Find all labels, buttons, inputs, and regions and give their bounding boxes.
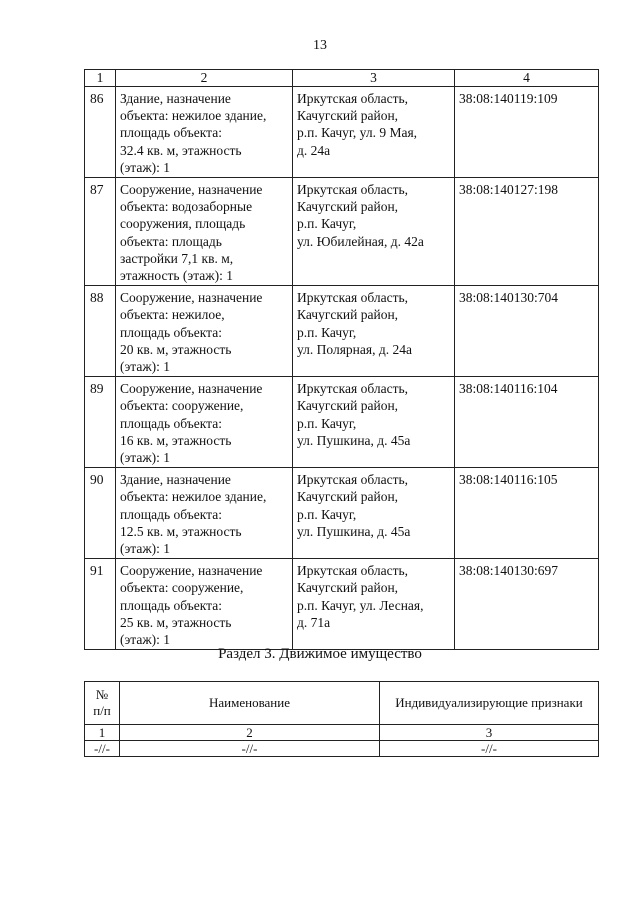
page-number: 13 <box>313 38 327 53</box>
column-number-1: 1 <box>85 70 116 87</box>
cadastral-number: 38:08:140119:109 <box>455 87 599 178</box>
movable-property-table <box>84 681 599 757</box>
cadastral-number: 38:08:140130:697 <box>455 559 599 650</box>
row-number: 86 <box>85 87 116 178</box>
column-number-row <box>85 725 599 741</box>
table-row <box>85 87 599 178</box>
object-description: Здание, назначение объекта: нежилое здание, площадь объекта: 12.5 кв. м, этажность (этаж): 1 <box>116 468 293 559</box>
row-number: 90 <box>85 468 116 559</box>
column-number-row <box>85 70 599 87</box>
object-description: Здание, назначение объекта: нежилое здание, площадь объекта: 32.4 кв. м, этажность (этаж): 1 <box>116 87 293 178</box>
column-number-1: 1 <box>85 725 120 741</box>
column-number-3: 3 <box>293 70 455 87</box>
table-row <box>85 468 599 559</box>
table-row <box>85 741 599 757</box>
header-features: Индивидуализирующие признаки <box>380 682 599 725</box>
header-number: № п/п <box>85 682 120 725</box>
column-number-4: 4 <box>455 70 599 87</box>
object-address: Иркутская область, Качугский район, р.п. Качуг, ул. 9 Мая, д. 24а <box>293 87 455 178</box>
object-address: Иркутская область, Качугский район, р.п. Качуг, ул. Пушкина, д. 45а <box>293 377 455 468</box>
object-description: Сооружение, назначение объекта: сооружение, площадь объекта: 16 кв. м, этажность (этаж): 1 <box>116 377 293 468</box>
column-number-3: 3 <box>380 725 599 741</box>
object-description: Сооружение, назначение объекта: нежилое, площадь объекта: 20 кв. м, этажность (этаж): 1 <box>116 286 293 377</box>
empty-marker: -//- <box>85 741 120 757</box>
empty-marker: -//- <box>120 741 380 757</box>
section-title: Раздел 3. Движимое имущество <box>218 646 422 662</box>
cadastral-number: 38:08:140127:198 <box>455 178 599 286</box>
property-table <box>84 69 599 650</box>
object-address: Иркутская область, Качугский район, р.п. Качуг, ул. Юбилейная, д. 42а <box>293 178 455 286</box>
column-number-2: 2 <box>116 70 293 87</box>
object-address: Иркутская область, Качугский район, р.п. Качуг, ул. Полярная, д. 24а <box>293 286 455 377</box>
object-address: Иркутская область, Качугский район, р.п. Качуг, ул. Лесная, д. 71а <box>293 559 455 650</box>
row-number: 91 <box>85 559 116 650</box>
object-description: Сооружение, назначение объекта: водозаборные сооружения, площадь объекта: площадь застройки 7,1 кв. м, этажность (этаж): 1 <box>116 178 293 286</box>
row-number: 88 <box>85 286 116 377</box>
object-description: Сооружение, назначение объекта: сооружение, площадь объекта: 25 кв. м, этажность (этаж): 1 <box>116 559 293 650</box>
cadastral-number: 38:08:140130:704 <box>455 286 599 377</box>
empty-marker: -//- <box>380 741 599 757</box>
row-number: 89 <box>85 377 116 468</box>
table-row <box>85 559 599 650</box>
row-number: 87 <box>85 178 116 286</box>
cadastral-number: 38:08:140116:105 <box>455 468 599 559</box>
column-number-2: 2 <box>120 725 380 741</box>
header-name: Наименование <box>120 682 380 725</box>
cadastral-number: 38:08:140116:104 <box>455 377 599 468</box>
object-address: Иркутская область, Качугский район, р.п. Качуг, ул. Пушкина, д. 45а <box>293 468 455 559</box>
header-row <box>85 682 599 725</box>
table-row <box>85 178 599 286</box>
table-row <box>85 377 599 468</box>
table-row <box>85 286 599 377</box>
